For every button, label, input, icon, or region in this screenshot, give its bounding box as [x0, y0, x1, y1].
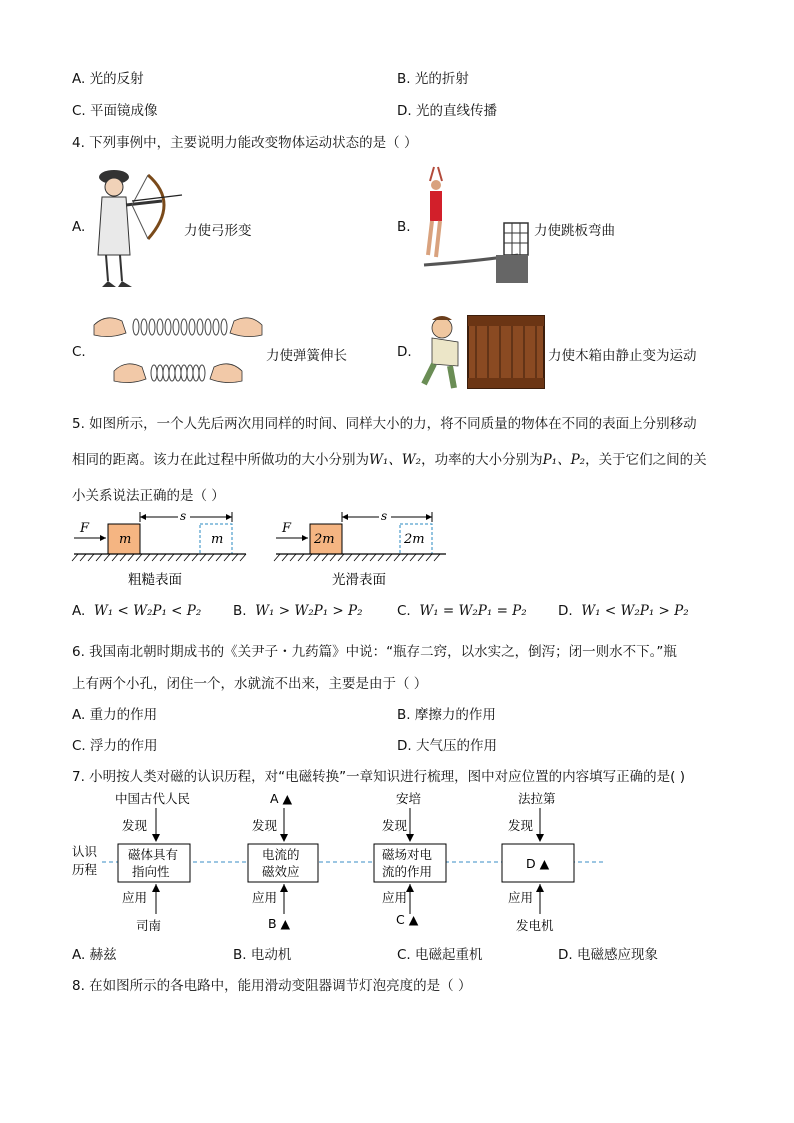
- q7-option-d: D. 电磁感应现象: [558, 947, 658, 963]
- q3-option-b: B. 光的折射: [397, 71, 469, 87]
- q4-a-caption: 力使弓形变: [184, 223, 252, 239]
- q7-col2-top: A ▲: [270, 791, 293, 806]
- q7-col3-top: 安培: [396, 791, 422, 806]
- q7-option-b: B. 电动机: [233, 947, 292, 963]
- q4-c-letter: C.: [72, 344, 86, 360]
- q5-right-force: F: [282, 521, 292, 536]
- q5-option-c: C. W₁ = W₂P₁ = P₂: [397, 603, 527, 619]
- q7-option-c: C. 电磁起重机: [397, 947, 483, 963]
- q7-col3-box-line2: 流的作用: [382, 864, 433, 879]
- q7-option-a: A. 赫兹: [72, 947, 117, 963]
- q5-left-surface: 粗糙表面: [128, 572, 182, 588]
- q7-col1-box-line1: 磁体具有: [128, 847, 179, 862]
- q7-col3-verb-bottom: 应用: [382, 890, 408, 905]
- q5-right-surface: 光滑表面: [332, 572, 386, 588]
- q7-col1-box-line2: 指向性: [132, 864, 170, 879]
- q4-a-letter: A.: [72, 219, 86, 235]
- q5-stem-line1: 5. 如图所示，一个人先后两次用同样的时间、同样大小的力，将不同质量的物体在不同的表面上分别移动: [72, 416, 697, 432]
- q6-stem-line2: 上有两个小孔，闭住一个，水就流不出来，主要是由于（ ）: [72, 676, 428, 692]
- q7-diagram: [70, 788, 610, 936]
- q5-stem-line3: 小关系说法正确的是（ ）: [72, 488, 225, 504]
- q4-c-caption: 力使弹簧伸长: [266, 348, 347, 364]
- q5-right-distance: s: [381, 509, 388, 523]
- q3-option-d: D. 光的直线传播: [397, 103, 497, 119]
- q7-col3-box-line1: 磁场对电: [382, 847, 433, 862]
- q7-col3-verb-top: 发现: [382, 818, 408, 833]
- diving-board-illustration: [418, 163, 530, 285]
- q5-power-symbols: P₁、P₂: [542, 452, 586, 468]
- q5-figure-smooth: [274, 509, 446, 588]
- q7-col3-bottom: C ▲: [396, 912, 419, 927]
- q4-b-letter: B.: [397, 219, 411, 235]
- q5-left-ghost: m: [211, 532, 224, 547]
- q7-col1-verb-bottom: 应用: [122, 890, 148, 905]
- q5-figure: [70, 508, 450, 590]
- q4-d-letter: D.: [397, 344, 412, 360]
- q6-stem-line1: 6. 我国南北朝时期成书的《关尹子・九药篇》中说：“瓶存二窍，以水实之，倒泻；闭一则水不下。”瓶: [72, 644, 677, 660]
- q5-work-symbols: W₁、W₂: [369, 452, 422, 468]
- wooden-crate-illustration: [418, 310, 548, 392]
- q8-stem: 8. 在如图所示的各电路中，能用滑动变阻器调节灯泡亮度的是（ ）: [72, 978, 472, 994]
- q5-option-d: D. W₁ < W₂P₁ > P₂: [558, 603, 689, 619]
- q7-col4-box: D ▲: [526, 856, 550, 871]
- q5-stem-line2: 相同的距离。该力在此过程中所做功的大小分别为W₁、W₂，功率的大小分别为P₁、P₂，关于它们之间的关: [72, 452, 707, 468]
- q5-right-mass: 2m: [314, 532, 335, 547]
- q7-col4-verb-bottom: 应用: [508, 890, 534, 905]
- q7-col1-bottom: 司南: [136, 918, 162, 933]
- q3-option-c: C. 平面镜成像: [72, 103, 158, 119]
- q7-col4-verb-top: 发现: [508, 818, 534, 833]
- q7-col2-verb-bottom: 应用: [252, 890, 278, 905]
- q6-option-c: C. 浮力的作用: [72, 738, 158, 754]
- q6-option-d: D. 大气压的作用: [397, 738, 497, 754]
- q4-stem: 4. 下列事例中，主要说明力能改变物体运动状态的是（ ）: [72, 135, 418, 151]
- q5-option-a: A. W₁ < W₂P₁ < P₂: [72, 603, 202, 619]
- q7-col2-box-line2: 磁效应: [262, 864, 300, 879]
- spring-illustration: [92, 305, 264, 393]
- q4-b-caption: 力使跳板弯曲: [534, 223, 615, 239]
- q7-col2-box-line1: 电流的: [262, 847, 300, 862]
- q5-left-distance: s: [180, 509, 187, 523]
- q5-figure-rough: [72, 509, 246, 588]
- q4-d-caption: 力使木箱由静止变为运动: [548, 348, 697, 364]
- q5-left-mass: m: [119, 532, 132, 547]
- q5-right-ghost: 2m: [404, 532, 425, 547]
- q7-col1-verb-top: 发现: [122, 818, 148, 833]
- q7-side-label-2: 历程: [72, 862, 98, 877]
- q7-stem: 7. 小明按人类对磁的认识历程，对“电磁转换”一章知识进行梳理，图中对应位置的内容填写正确的是( ): [72, 769, 685, 785]
- q7-col4-top: 法拉第: [518, 791, 556, 806]
- q7-col2-verb-top: 发现: [252, 818, 278, 833]
- q5-option-b: B. W₁ > W₂P₁ > P₂: [233, 603, 363, 619]
- q6-option-b: B. 摩擦力的作用: [397, 707, 496, 723]
- q7-col4-bottom: 发电机: [516, 918, 554, 933]
- q7-col1-top: 中国古代人民: [115, 791, 191, 806]
- q7-side-label-1: 认识: [72, 844, 98, 859]
- q5-left-force: F: [80, 521, 90, 536]
- archer-illustration: [92, 163, 184, 293]
- q7-col2-bottom: B ▲: [268, 916, 291, 931]
- q6-option-a: A. 重力的作用: [72, 707, 158, 723]
- q3-option-a: A. 光的反射: [72, 71, 144, 87]
